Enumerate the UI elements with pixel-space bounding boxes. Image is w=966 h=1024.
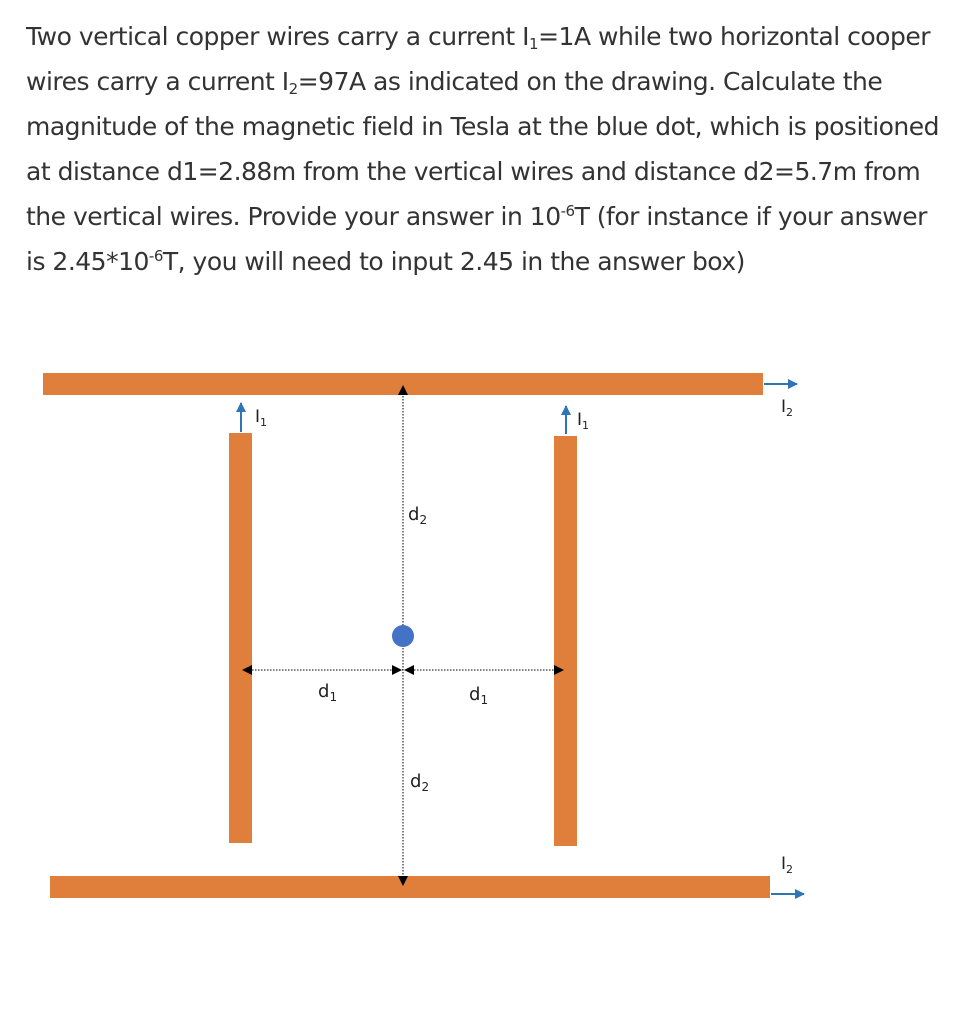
blue-dot [392, 625, 414, 647]
current-i1-symbol: I [522, 22, 530, 51]
current-i2-subscript: 2 [288, 79, 298, 98]
d2-top-label: $d_2$ [408, 504, 428, 527]
exponent-2: -6 [148, 247, 163, 265]
problem-text-5: T, you will need to input 2.45 in the answer box) [162, 247, 745, 276]
exponent-1: -6 [560, 202, 575, 220]
current-i2-symbol: I [281, 67, 289, 96]
d1-center-right-arrowhead [404, 665, 414, 675]
problem-text-1: Two vertical copper wires carry a current [26, 22, 523, 51]
problem-text-3: =97A as indicated on the drawing. Calculate the magnitude of the magnetic field in Tesla at the blue dot, which is positioned at distance d1=2.88m from the vertical wires and distance d2=5.7m from the vertical wires. Provide your answer in 10 [26, 67, 940, 231]
d2-bottom-label: $d_2$ [410, 771, 430, 794]
d1-left-label: $d_1$ [318, 681, 338, 704]
problem-text-2: =1A while two horizontal cooper wires carry a current [26, 22, 931, 96]
d1-right-label: $d_1$ [469, 684, 489, 707]
i1-left-label: $I_1$ [255, 407, 268, 429]
bottom-horizontal-wire [50, 876, 770, 898]
i2-top-label: $I_2$ [781, 397, 794, 419]
i1-right-label: $I_1$ [577, 410, 590, 432]
i2-bottom-label: $I_2$ [781, 854, 794, 876]
right-vertical-wire [554, 436, 577, 846]
left-vertical-wire [229, 433, 252, 843]
current-i1-subscript: 1 [529, 34, 539, 53]
d1-center-left-arrowhead [392, 665, 402, 675]
problem-text-4: T (for instance if your answer is 2.45*10 [26, 202, 927, 276]
